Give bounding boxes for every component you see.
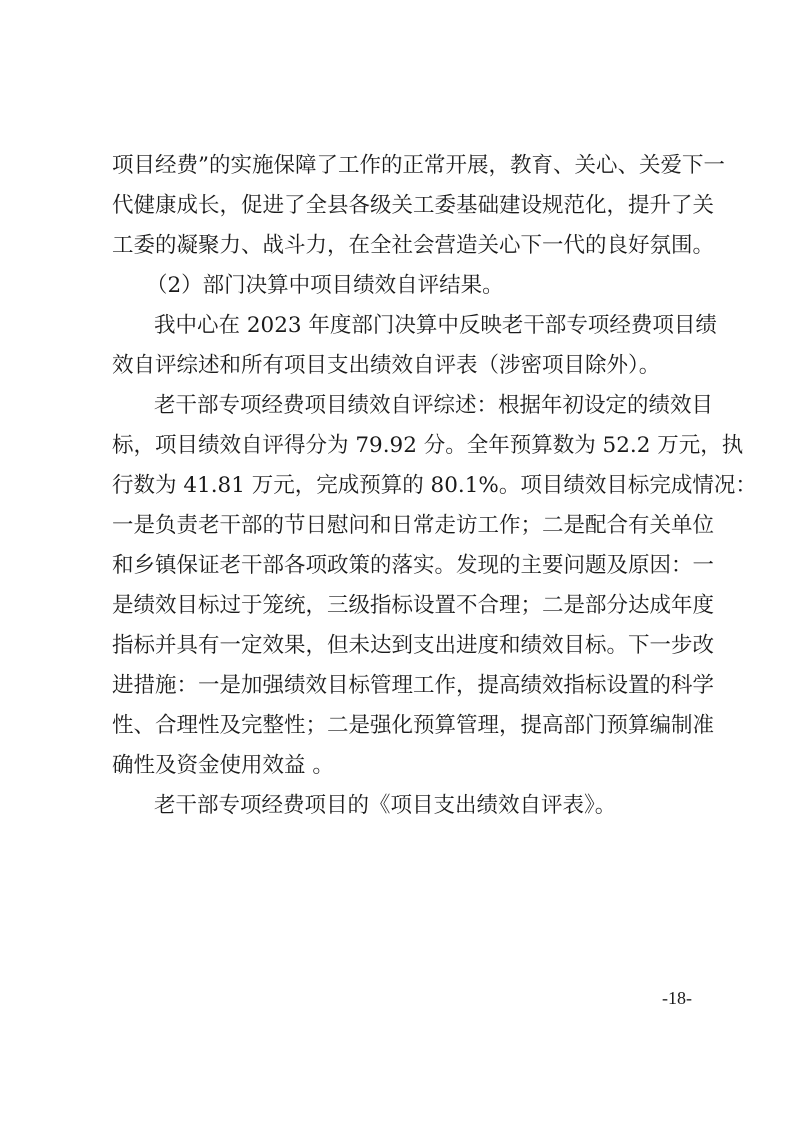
body-text-line: 标，项目绩效自评得分为 79.92 分。全年预算数为 52.2 万元，执 xyxy=(112,433,744,458)
section-heading: （2）部门决算中项目绩效自评结果。 xyxy=(146,273,504,298)
body-text-line: 和乡镇保证老干部各项政策的落实。发现的主要问题及原因：一 xyxy=(112,553,715,578)
page-number: -18- xyxy=(662,988,692,1008)
body-text-line: 效自评综述和所有项目支出绩效自评表（涉密项目除外）。 xyxy=(112,353,661,378)
body-text-line: 指标并具有一定效果，但未达到支出进度和绩效目标。下一步改 xyxy=(112,633,715,658)
body-text-line: 我中心在 2023 年度部门决算中反映老干部专项经费项目绩 xyxy=(154,313,717,338)
body-text-line: 是绩效目标过于笼统，三级指标设置不合理；二是部分达成年度 xyxy=(112,593,715,618)
body-text-line: 工委的凝聚力、战斗力，在全社会营造关心下一代的良好氛围。 xyxy=(112,233,715,258)
body-text-line: 一是负责老干部的节日慰问和日常走访工作；二是配合有关单位 xyxy=(112,513,715,538)
body-text-line: 确性及资金使用效益 。 xyxy=(112,753,334,778)
body-text-line: 进措施：一是加强绩效目标管理工作，提高绩效指标设置的科学 xyxy=(112,673,715,698)
body-text-line: 老干部专项经费项目的《项目支出绩效自评表》。 xyxy=(154,793,617,818)
body-text-line: 性、合理性及完整性；二是强化预算管理，提高部门预算编制准 xyxy=(112,713,715,738)
body-text-line: 行数为 41.81 万元，完成预算的 80.1%。项目绩效目标完成情况： xyxy=(112,473,757,498)
body-text-line: 老干部专项经费项目绩效自评综述：根据年初设定的绩效目 xyxy=(154,393,714,418)
body-text-line: 代健康成长，促进了全县各级关工委基础建设规范化，提升了关 xyxy=(112,193,715,218)
body-text-line: 项目经费”的实施保障了工作的正常开展，教育、关心、关爱下一 xyxy=(112,153,725,178)
